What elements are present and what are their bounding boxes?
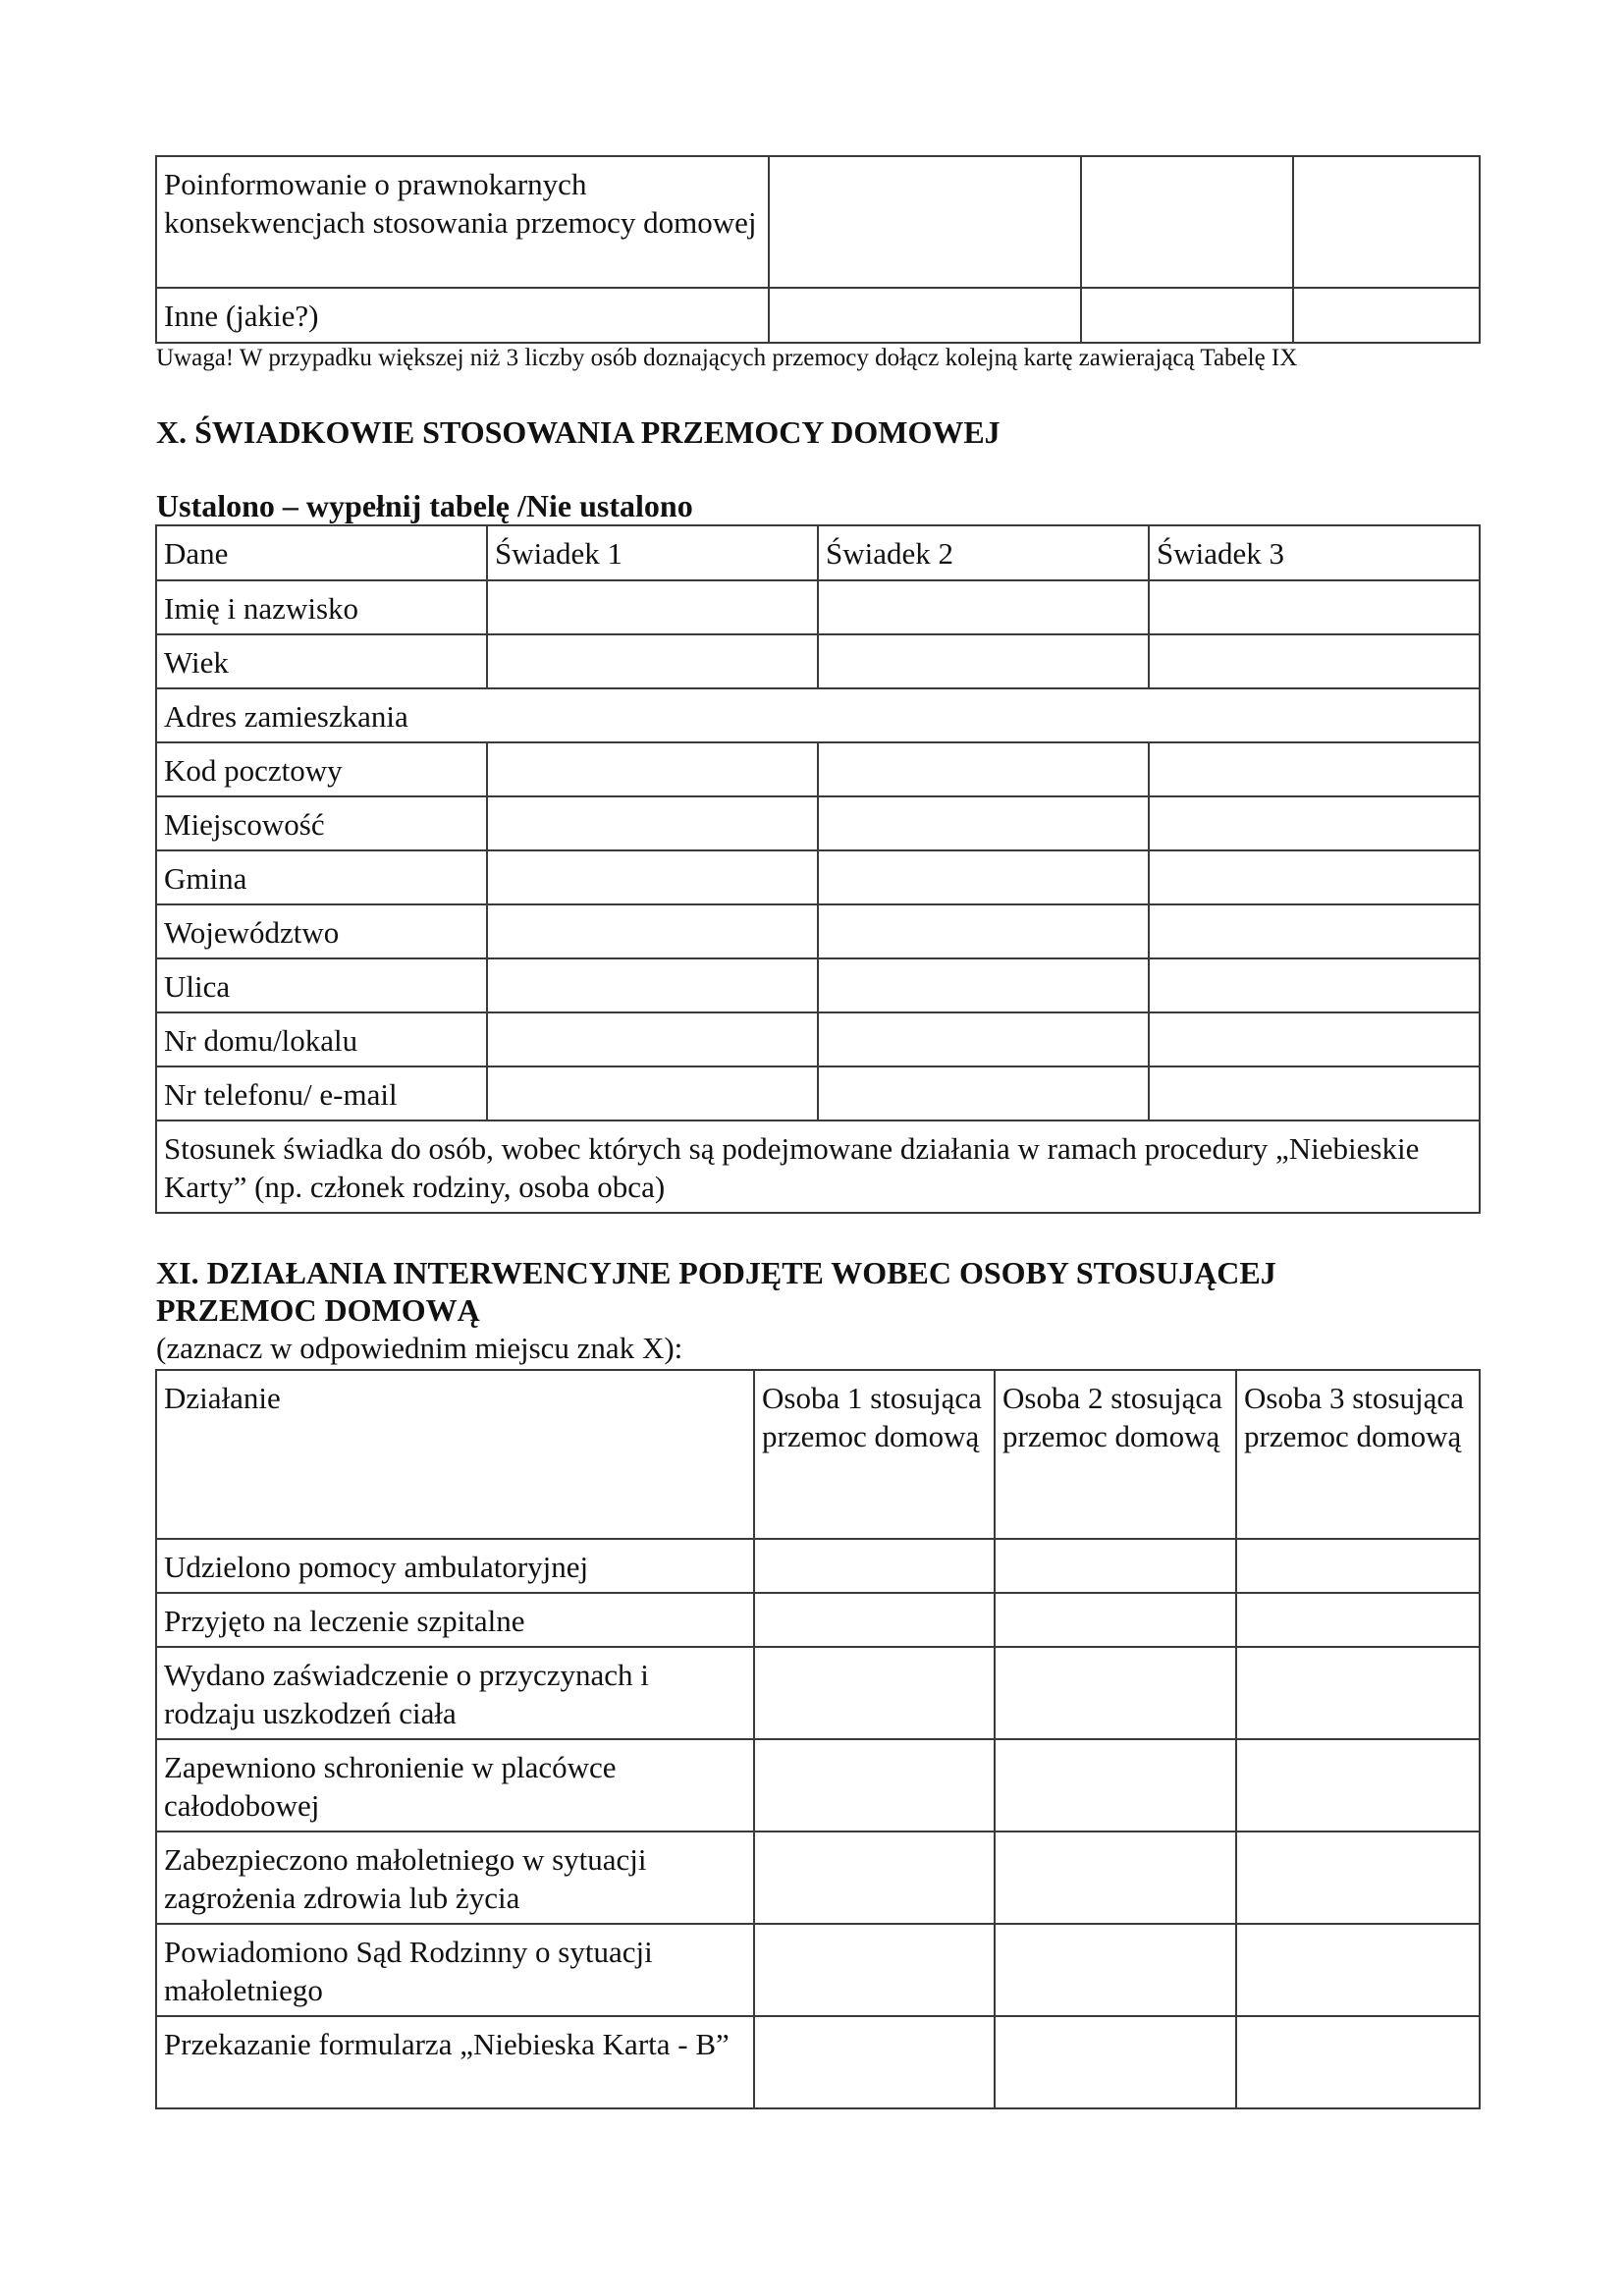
cell-input[interactable]: [487, 958, 818, 1012]
cell-input[interactable]: [487, 850, 818, 904]
witness-relation-field[interactable]: Stosunek świadka do osób, wobec których są podejmowane działania w ramach procedury „Niebieskie Karty” (np. członek rodziny, osoba obca): [156, 1121, 1480, 1213]
cell-checkmark[interactable]: [754, 1539, 995, 1593]
table-row: [156, 634, 1480, 688]
table-header-row: [156, 525, 1480, 580]
cell-input[interactable]: [1149, 958, 1480, 1012]
row-label: Miejscowość: [156, 796, 487, 850]
table-row: [156, 1924, 1480, 2016]
cell-input[interactable]: [1081, 288, 1293, 343]
table-row: [156, 904, 1480, 958]
cell-input[interactable]: [1293, 156, 1480, 288]
table-header-row: [156, 1370, 1480, 1539]
section-x-status-line: Ustalono – wypełnij tabelę /Nie ustalono: [156, 488, 693, 523]
cell-input[interactable]: [818, 580, 1149, 634]
column-header: Świadek 2: [818, 525, 1149, 580]
cell-checkmark[interactable]: [754, 2016, 995, 2108]
table-row: [156, 742, 1480, 796]
row-label: Nr domu/lokalu: [156, 1012, 487, 1066]
table-row: [156, 1066, 1480, 1121]
row-label: Ulica: [156, 958, 487, 1012]
column-header: Świadek 1: [487, 525, 818, 580]
cell-checkmark[interactable]: [754, 1593, 995, 1647]
column-header: Działanie: [156, 1370, 754, 1539]
column-header: Świadek 3: [1149, 525, 1480, 580]
cell-input[interactable]: [1293, 288, 1480, 343]
row-label: Udzielono pomocy ambulatoryjnej: [156, 1539, 754, 1593]
cell-checkmark[interactable]: [1236, 1593, 1480, 1647]
row-label: Inne (jakie?): [156, 288, 769, 343]
table-ix-note: Uwaga! W przypadku większej niż 3 liczby osób doznających przemocy dołącz kolejną kartę zawierającą Tabelę IX: [156, 345, 1298, 371]
cell-input[interactable]: [487, 1066, 818, 1121]
row-label: Imię i nazwisko: [156, 580, 487, 634]
cell-input[interactable]: [818, 742, 1149, 796]
row-label: Zabezpieczono małoletniego w sytuacji zagrożenia zdrowia lub życia: [156, 1831, 754, 1924]
table-row: [156, 1739, 1480, 1831]
row-label-spanning: Adres zamieszkania: [156, 688, 1480, 742]
section-xi-instruction: (zaznacz w odpowiednim miejscu znak X):: [156, 1331, 683, 1365]
table-row: [156, 1539, 1480, 1593]
row-label: Nr telefonu/ e-mail: [156, 1066, 487, 1121]
row-label: Wydano zaświadczenie o przyczynach i rodzaju uszkodzeń ciała: [156, 1647, 754, 1739]
table-row: [156, 1593, 1480, 1647]
cell-input[interactable]: [487, 1012, 818, 1066]
table-row: [156, 1647, 1480, 1739]
cell-input[interactable]: [1149, 1066, 1480, 1121]
cell-input[interactable]: [1149, 634, 1480, 688]
cell-checkmark[interactable]: [1236, 2016, 1480, 2108]
cell-checkmark[interactable]: [754, 1739, 995, 1831]
table-row: [156, 796, 1480, 850]
cell-input[interactable]: [487, 742, 818, 796]
table-row: [156, 1121, 1480, 1213]
row-label: Zapewniono schronienie w placówce całodobowej: [156, 1739, 754, 1831]
cell-input[interactable]: [1149, 1012, 1480, 1066]
cell-checkmark[interactable]: [995, 1739, 1236, 1831]
cell-input[interactable]: [818, 796, 1149, 850]
cell-input[interactable]: [769, 156, 1081, 288]
cell-input[interactable]: [487, 904, 818, 958]
cell-input[interactable]: [487, 580, 818, 634]
section-x-heading: X. ŚWIADKOWIE STOSOWANIA PRZEMOCY DOMOWEJ: [156, 414, 1001, 450]
table-row: [156, 958, 1480, 1012]
column-header: Osoba 3 stosująca przemoc domową: [1236, 1370, 1480, 1539]
cell-input[interactable]: [818, 904, 1149, 958]
table-row: [156, 2016, 1480, 2108]
cell-input[interactable]: [1149, 796, 1480, 850]
intervention-table: [155, 1369, 1481, 2109]
column-header: Osoba 1 stosująca przemoc domową: [754, 1370, 995, 1539]
cell-input[interactable]: [818, 1066, 1149, 1121]
cell-checkmark[interactable]: [995, 1647, 1236, 1739]
cell-input[interactable]: [1149, 742, 1480, 796]
cell-checkmark[interactable]: [754, 1647, 995, 1739]
witness-table: [155, 524, 1481, 1214]
cell-checkmark[interactable]: [995, 1831, 1236, 1924]
cell-input[interactable]: [818, 958, 1149, 1012]
row-label: Województwo: [156, 904, 487, 958]
row-label: Wiek: [156, 634, 487, 688]
section-xi-heading: XI. DZIAŁANIA INTERWENCYJNE PODJĘTE WOBEC OSOBY STOSUJĄCEJ PRZEMOC DOMOWĄ: [156, 1255, 1276, 1328]
cell-input[interactable]: [1081, 156, 1293, 288]
cell-checkmark[interactable]: [754, 1831, 995, 1924]
row-label: Poinformowanie o prawnokarnych konsekwencjach stosowania przemocy domowej: [156, 156, 769, 288]
row-label: Kod pocztowy: [156, 742, 487, 796]
row-label: Gmina: [156, 850, 487, 904]
table-ix-tail: [155, 155, 1481, 344]
column-header: Osoba 2 stosująca przemoc domową: [995, 1370, 1236, 1539]
cell-checkmark[interactable]: [995, 1593, 1236, 1647]
cell-input[interactable]: [487, 634, 818, 688]
cell-checkmark[interactable]: [995, 1924, 1236, 2016]
row-label: Powiadomiono Sąd Rodzinny o sytuacji małoletniego: [156, 1924, 754, 2016]
cell-checkmark[interactable]: [995, 2016, 1236, 2108]
cell-input[interactable]: [1149, 580, 1480, 634]
table-row: [156, 688, 1480, 742]
table-row: [156, 156, 1480, 288]
cell-checkmark[interactable]: [754, 1924, 995, 2016]
table-row: [156, 1012, 1480, 1066]
cell-input[interactable]: [1149, 850, 1480, 904]
row-label: Przekazanie formularza „Niebieska Karta - B”: [156, 2016, 754, 2108]
table-row: [156, 288, 1480, 343]
cell-checkmark[interactable]: [1236, 1539, 1480, 1593]
cell-checkmark[interactable]: [1236, 1924, 1480, 2016]
cell-checkmark[interactable]: [1236, 1831, 1480, 1924]
cell-checkmark[interactable]: [1236, 1739, 1480, 1831]
cell-input[interactable]: [769, 288, 1081, 343]
table-row: [156, 850, 1480, 904]
cell-checkmark[interactable]: [995, 1539, 1236, 1593]
cell-input[interactable]: [818, 1012, 1149, 1066]
cell-input[interactable]: [487, 796, 818, 850]
cell-checkmark[interactable]: [1236, 1647, 1480, 1739]
cell-input[interactable]: [818, 634, 1149, 688]
cell-input[interactable]: [1149, 904, 1480, 958]
table-row: [156, 1831, 1480, 1924]
column-header: Dane: [156, 525, 487, 580]
cell-input[interactable]: [818, 850, 1149, 904]
table-row: [156, 580, 1480, 634]
row-label: Przyjęto na leczenie szpitalne: [156, 1593, 754, 1647]
